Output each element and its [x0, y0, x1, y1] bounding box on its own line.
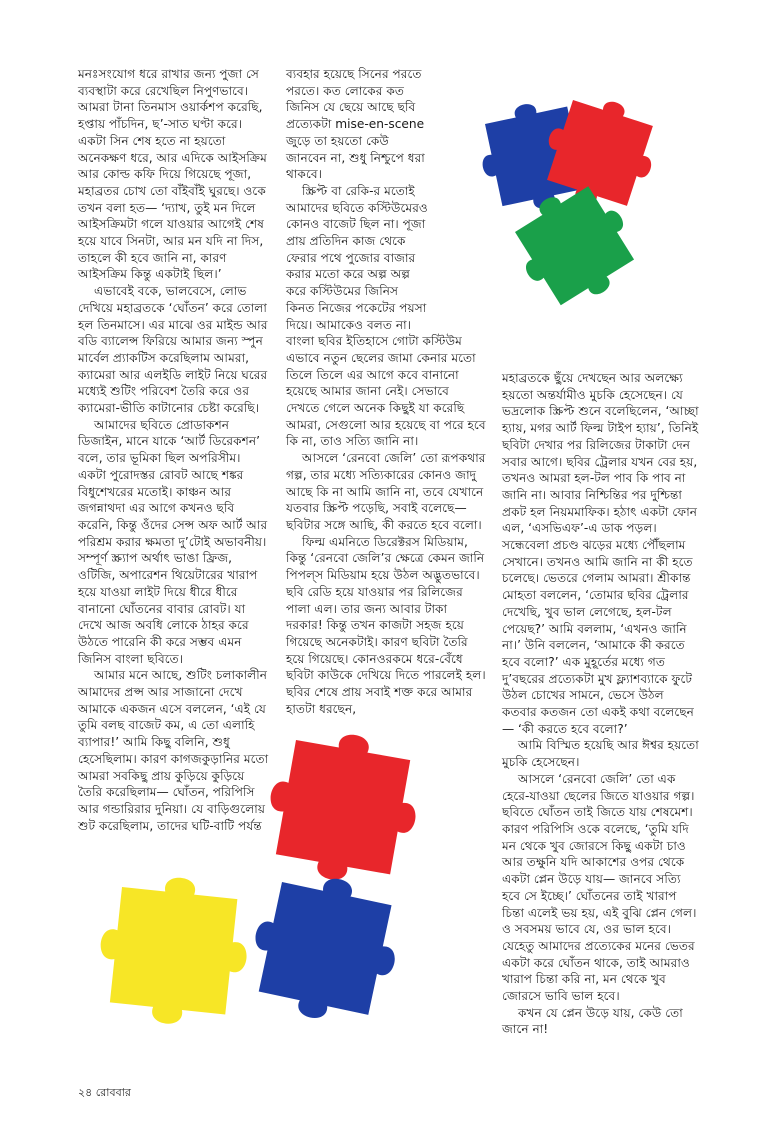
paragraph: মহাব্রতকে ছুঁয়ে দেখছেন আর অলক্ষ্যে হয়তো অন্তর্যামীও মুচকি হেসেছেন। যে ভদ্রলোক স্ক্রিপ্ট শুনে বলেছিলেন, ‘আচ্ছা হ্যায়, মগর আর্ট ফিল্ম টাইপ হ্যায়’, তিনিই ছবিটা দেখার পর রিলিজের টাকাটা দেন সবার আগে। ছবির ট্রেলার যখন বের হয়, তখনও আমরা হল-টল পাব কি পাব না জানি না। আবার নিশ্চিন্তির পর দুশ্চিন্তা প্রকট হল নিয়মমাফিক। হঠাৎ একটা ফোন এল, ‘এসভিএফ’-এ ডাক পড়ল। সন্ধেবেলা প্রচণ্ড ঝড়ের মধ্যে পৌঁছলাম সেখানে। তখনও আমি জানি না কী হতে চলেছে। ভেতরে গেলাম আমরা। শ্রীকান্ত মোহতা বললেন, ‘তোমার ছবির ট্রেলার দেখেছি, খুব ভাল লেগেছে, হল-টল পেয়েছ?’ আমি বললাম, ‘এখনও জানি না।’ উনি বললেন, ‘আমাকে কী করতে হবে বলো?’ এক মুহূর্তের মধ্যে গত দু’বছরের প্রত্যেকটা মুখ ফ্ল্যাশব্যাকে ফুটে উঠল চোখের সামনে, ভেসে উঠল কতবার কতজন তো একই কথা বলেছেন— ‘কী করতে হবে বলো?’ — [502, 371, 699, 736]
red-puzzle-piece — [258, 732, 428, 892]
paragraph: বাংলা ছবির ইতিহাসে গোটা কস্টিউম এভাবে নতুন ছেলের জামা কেনার মতো তিলে তিলে এর আগে কবে বানানো হয়েছে আমার জানা নেই। সেভাবে দেখতে গেলে অনেক কিছুই যা করেছি আমরা, সেগুলো আর হয়েছে বা পরে হবে কি না, তাও সত্যি জানি না। — [286, 334, 486, 449]
article-column-3 — [502, 370, 702, 1038]
paragraph: আমার মনে আছে, শুটিং চলাকালীন আমাদের প্রপ্স আর সাজানো দেখে আমাকে একজন এসে বললেন, ‘এই যে তুমি বলছ বাজেট কম, এ তো এলাহি ব্যাপার!’ আমি কিছু বলিনি, শুধু হেসেছিলাম। কারণ কাগজকুড়ানির মতো আমরা সবকিছু প্রায় কুড়িয়ে কুড়িয়ে তৈরি করেছিলাম— ঘোঁতন, পরিপিসি আর গন্ডারিরার দুনিয়া। যে বাড়িগুলোয় শুট করেছিলাম, তাদের ঘটি-বাটি পর্যন্ত — [78, 668, 269, 833]
paragraph: আমি বিস্মিত হয়েছি আর ঈশ্বর হয়তো মুচকি হেসেছেন। — [502, 738, 699, 770]
paragraph: আসলে ‘রেনবো জেলি’ তো রূপকথার গল্প, তার মধ্যে সত্যিকারের কোনও জাদু আছে কি না আমি জানি না, তবে যেখানে যতবার স্ক্রিপ্ট পড়েছি, সবাই বলেছে— ছবিটার সঙ্গে আছি, কী করতে হবে বলো। — [286, 451, 486, 532]
paragraph: মনঃসংযোগ ধরে রাখার জন্য পুজা সে ব্যবস্থাটা করে রেখেছিল নিপুণভাবে। আমরা টানা তিনমাস ওয়ার্কশপ করেছি, হপ্তায় পাঁচদিন, ছ’-সাত ঘণ্টা করে। একটা সিন শেষ হতে না হয়তো অনেকক্ষণ ধরে, আর এদিকে আইসক্রিম আর কোল্ড কফি দিয়ে গিয়েছে পূজা, মহাব্রতর চোখ তো বাঁইবাঁই ঘুরছে। ওকে তখন বলা হত— ‘দ্যাখ, তুই মন দিলে আইসক্রিমটা গলে যাওয়ার আগেই শেষ হয়ে যাবে সিনটা, আর মন যদি না দিস, তাহলে কী হবে জানি না, কারণ আইসক্রিম কিন্তু একটাই ছিল।’ — [78, 67, 267, 282]
article-column-1 — [78, 66, 270, 834]
paragraph: ফিল্ম এমনিতে ডিরেক্টরস মিডিয়াম, কিন্তু ‘রেনবো জেলি’র ক্ষেত্রে কেমন জানি পিপল্‌স মিডিয়াম হয়ে উঠল অদ্ভুতভাবে। ছবি রেডি হয়ে যাওয়ার পর রিলিজের পালা এল। তার জন্য আবার টাকা দরকার! কিন্তু তখন কাজটা সহজ হয়ে গিয়েছে অনেকটাই। কারণ ছবিটা তৈরি হয়ে গিয়েছে। কোনওরকমে ধরে-বেঁধে ছবিটা কাউকে দেখিয়ে দিতে পারলেই হল। ছবির শেষে প্রায় সবাই শক্ত করে আমার হাতটা ধরছেন, — [286, 534, 486, 716]
page-footer: ২৪ রোববার — [78, 1086, 131, 1099]
paragraph: এভাবেই বকে, ভালবেসে, লোভ দেখিয়ে মহাব্রতকে ‘ঘোঁতন’ করে তোলা হল তিনমাসে। এর মাঝে ওর মাইন্ড আর বডি ব্যালেন্স ফিরিয়ে আমার জন্য স্পুন মার্বেল প্র্যাকটিস করেছিলাম আমরা, ক্যামেরা আর এলইডি লাইট নিয়ে ঘরের মধ্যেই শুটিং পরিবেশ তৈরি করে ওর ক্যামেরা-ভীতি কাটানোর চেষ্টা করেছি। — [78, 284, 268, 416]
column-2-narrow-block — [286, 66, 428, 333]
puzzle-pieces-illustration-top — [455, 72, 690, 337]
paragraph: আসলে ‘রেনবো জেলি’ তো এক হেরে-যাওয়া ছেলের জিতে যাওয়ার গল্প। ছবিতে ঘোঁতন তাই জিতে যায় শেষমেশ। কারণ পরিপিসি ওকে বলেছে, ‘তুমি যদি মন থেকে খুব জোরসে কিছু একটা চাও আর তক্ষুনি যদি আকাশের ওপর থেকে একটা প্লেন উড়ে যায়— জানবে সত্যি হবে সে ইচ্ছে।’ ঘোঁতনের তাই খারাপ চিন্তা এলেই ভয় হয়, এই বুঝি প্লেন গেল। ও সবসময় ভাবে যে, ওর ভাল হবে। যেহেতু আমাদের প্রত্যেকের মনের ভেতর একটা করে ঘোঁতন থাকে, তাই আমরাও খারাপ চিন্তা করি না, মন থেকে খুব জোরসে ভাবি ভাল হবে। — [502, 771, 697, 1004]
paragraph: আমাদের ছবিতে প্রোডাকশন ডিজাইন, মানে যাকে ‘আর্ট ডিরেকশন’ বলে, তার ভূমিকা ছিল অপরিসীম। একটা পুরোদস্তর রোবট আছে শঙ্কর বিধুশেখরের মতোই। কাঞ্চন আর জগন্নাথদা এর আগে কখনও ছবি করেনি, কিন্তু ওঁদের সেন্স অফ আর্ট আর পরিশ্রম করার ক্ষমতা দু’টোই অভাবনীয়। সম্পূর্ণ স্ক্র্যাপ অর্থাৎ ভাঙা ফ্রিজ, ওটিজি, অপারেশন থিয়েটারের খারাপ হয়ে যাওয়া লাইট দিয়ে ধীরে ধীরে বানানো ঘোঁতনের বাবার রোবট। যা দেখে আজ অবধি লোকে ঠাহর করে উঠতে পারেনি কী করে সম্ভব এমন জিনিস বাংলা ছবিতে। — [78, 417, 268, 666]
yellow-puzzle-piece — [100, 870, 254, 1031]
puzzle-pieces-illustration-bottom — [100, 732, 475, 1052]
paragraph: ব্যবহার হয়েছে সিনের পরতে পরতে। কত লোকের কত জিনিস যে ছেয়ে আছে ছবি প্রত্যেকটা mise-en-scene জুড়ে তা হয়তো কেউ জানবেন না, শুধু নিশ্চুপে ধরা থাকবে। — [286, 67, 425, 182]
blue-puzzle-piece — [241, 865, 409, 1033]
paragraph: স্ক্রিপ্ট বা রেকি-র মতোই আমাদের ছবিতে কস্টিউমেরও কোনও বাজেট ছিল না। পূজা প্রায় প্রতিদিন কাজ থেকে ফেরার পথে পুজোর বাজার করার মতো করে অল্প অল্প করে কস্টিউমের জিনিস কিনত নিজের পকেটের পয়সা দিয়ে। আমাকেও বলত না। — [286, 183, 428, 332]
paragraph: কখন যে প্লেন উড়ে যায়, কেউ তো জানে না! — [502, 1005, 683, 1037]
